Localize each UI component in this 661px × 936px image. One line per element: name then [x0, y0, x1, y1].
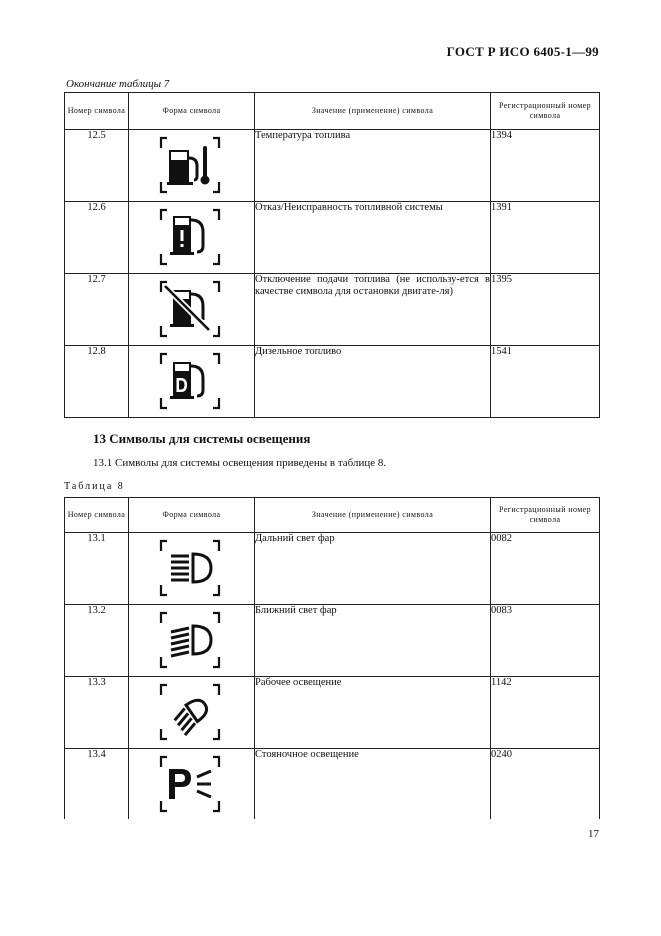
diesel-fuel-icon — [159, 352, 221, 410]
symbol-meaning: Отказ/Неисправность топливной системы — [255, 202, 491, 274]
table-row — [65, 533, 600, 605]
registration-number: 1391 — [491, 202, 600, 274]
table-7 — [64, 92, 600, 418]
symbol-cell — [129, 130, 255, 202]
table-row — [65, 749, 600, 819]
col-header-number: Номер символа — [65, 498, 129, 533]
section-title: 13 Символы для системы освещения — [93, 431, 311, 446]
registration-number: 1541 — [491, 346, 600, 418]
col-header-shape: Форма символа — [129, 93, 255, 130]
fuel-shutoff-icon — [159, 280, 221, 338]
table-row — [65, 605, 600, 677]
symbol-meaning: Температура топлива — [255, 130, 491, 202]
col-header-shape: Форма символа — [129, 498, 255, 533]
symbol-meaning: Дальний свет фар — [255, 533, 491, 605]
symbol-cell — [129, 533, 255, 605]
registration-number: 0083 — [491, 605, 600, 677]
table8-caption: Таблица 8 — [64, 481, 125, 492]
symbol-meaning: Ближний свет фар — [255, 605, 491, 677]
symbol-meaning: Рабочее освещение — [255, 677, 491, 749]
symbol-cell — [129, 346, 255, 418]
col-header-meaning: Значение (применение) символа — [255, 498, 491, 533]
symbol-number: 12.6 — [65, 202, 129, 274]
table-row — [65, 346, 600, 418]
work-light-icon — [159, 683, 221, 741]
table-row — [65, 274, 600, 346]
registration-number: 1395 — [491, 274, 600, 346]
col-header-number: Номер символа — [65, 93, 129, 130]
table-row — [65, 202, 600, 274]
col-header-reg: Регистрационный номер символа — [491, 93, 600, 130]
fuel-system-failure-icon — [159, 208, 221, 266]
symbol-meaning: Дизельное топливо — [255, 346, 491, 418]
document-id: ГОСТ Р ИСО 6405-1—99 — [446, 44, 599, 59]
low-beam-icon — [159, 611, 221, 669]
registration-number: 1394 — [491, 130, 600, 202]
table-row — [65, 130, 600, 202]
symbol-meaning: Стояночное освещение — [255, 749, 491, 819]
col-header-meaning: Значение (применение) символа — [255, 93, 491, 130]
symbol-cell — [129, 749, 255, 819]
section-text: 13.1 Символы для системы освещения приведены в таблице 8. — [93, 457, 387, 469]
registration-number: 0240 — [491, 749, 600, 819]
page-number: 17 — [588, 828, 599, 840]
symbol-cell — [129, 274, 255, 346]
symbol-cell — [129, 202, 255, 274]
symbol-number: 12.8 — [65, 346, 129, 418]
symbol-number: 13.3 — [65, 677, 129, 749]
registration-number: 0082 — [491, 533, 600, 605]
table-8 — [64, 497, 600, 819]
symbol-number: 12.5 — [65, 130, 129, 202]
registration-number: 1142 — [491, 677, 600, 749]
symbol-number: 13.2 — [65, 605, 129, 677]
symbol-number: 12.7 — [65, 274, 129, 346]
col-header-reg: Регистрационный номер символа — [491, 498, 600, 533]
parking-light-icon — [159, 755, 221, 813]
table-row — [65, 677, 600, 749]
symbol-meaning: Отключение подачи топлива (не использу-ется в качестве символа для остановки двигате-ля) — [255, 274, 491, 346]
symbol-cell — [129, 605, 255, 677]
symbol-cell — [129, 677, 255, 749]
fuel-temperature-icon — [159, 136, 221, 194]
symbol-number: 13.4 — [65, 749, 129, 819]
symbol-number: 13.1 — [65, 533, 129, 605]
high-beam-icon — [159, 539, 221, 597]
table7-caption: Окончание таблицы 7 — [66, 78, 170, 90]
